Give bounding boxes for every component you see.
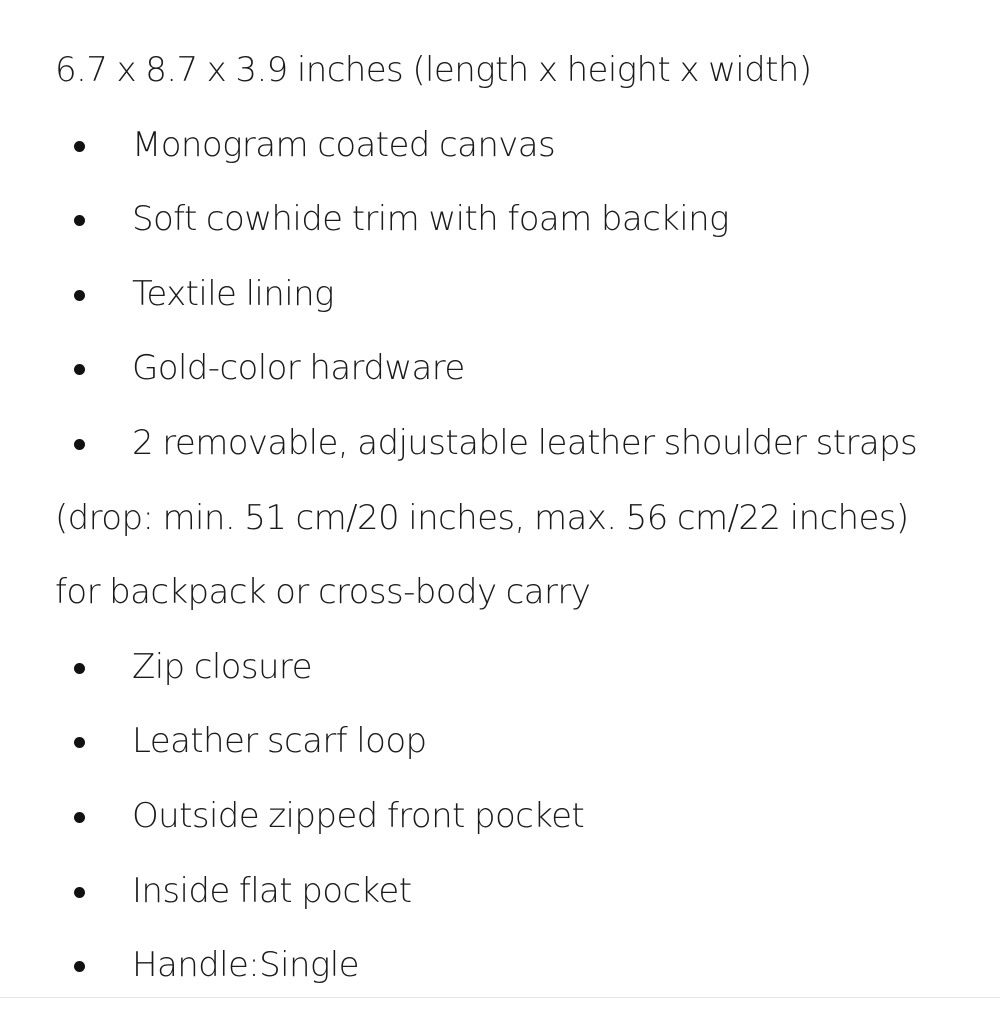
feature-text: Zip closure (132, 646, 312, 687)
feature-item (55, 711, 990, 786)
strap-drop-text: (drop: min. 51 cm/20 inches, max. 56 cm/22 inches) (55, 497, 909, 538)
feature-text: Textile lining (132, 273, 334, 314)
feature-item (55, 935, 990, 1010)
feature-item (55, 189, 990, 264)
feature-text: Outside zipped front pocket (132, 795, 585, 836)
bullet-icon (74, 141, 85, 152)
feature-text: Gold-color hardware (132, 348, 465, 389)
feature-item (55, 786, 990, 861)
bullet-icon (74, 812, 85, 823)
feature-text: 2 removable, adjustable leather shoulder straps (132, 422, 918, 463)
bullet-icon (74, 364, 85, 375)
bullet-icon (74, 663, 85, 674)
feature-text: Monogram coated canvas (132, 124, 556, 165)
feature-item (55, 413, 990, 488)
bullet-icon (74, 887, 85, 898)
bullet-icon (74, 439, 85, 450)
bullet-icon (74, 215, 85, 226)
strap-carry-text: for backpack or cross-body carry (55, 572, 591, 613)
feature-item (55, 264, 990, 339)
divider (0, 997, 1000, 998)
bullet-icon (74, 290, 85, 301)
feature-text: Inside flat pocket (132, 870, 412, 911)
dimensions-text: 6.7 x 8.7 x 3.9 inches (length x height x width) (55, 50, 812, 90)
feature-text: Leather scarf loop (132, 721, 427, 762)
feature-text: Handle:Single (132, 945, 359, 986)
feature-item (55, 338, 990, 413)
product-description (55, 40, 990, 1010)
feature-item (55, 637, 990, 712)
feature-item (55, 861, 990, 936)
bullet-icon (74, 961, 85, 972)
bullet-icon (74, 737, 85, 748)
feature-text: Soft cowhide trim with foam backing (132, 199, 729, 240)
feature-item (55, 115, 990, 190)
